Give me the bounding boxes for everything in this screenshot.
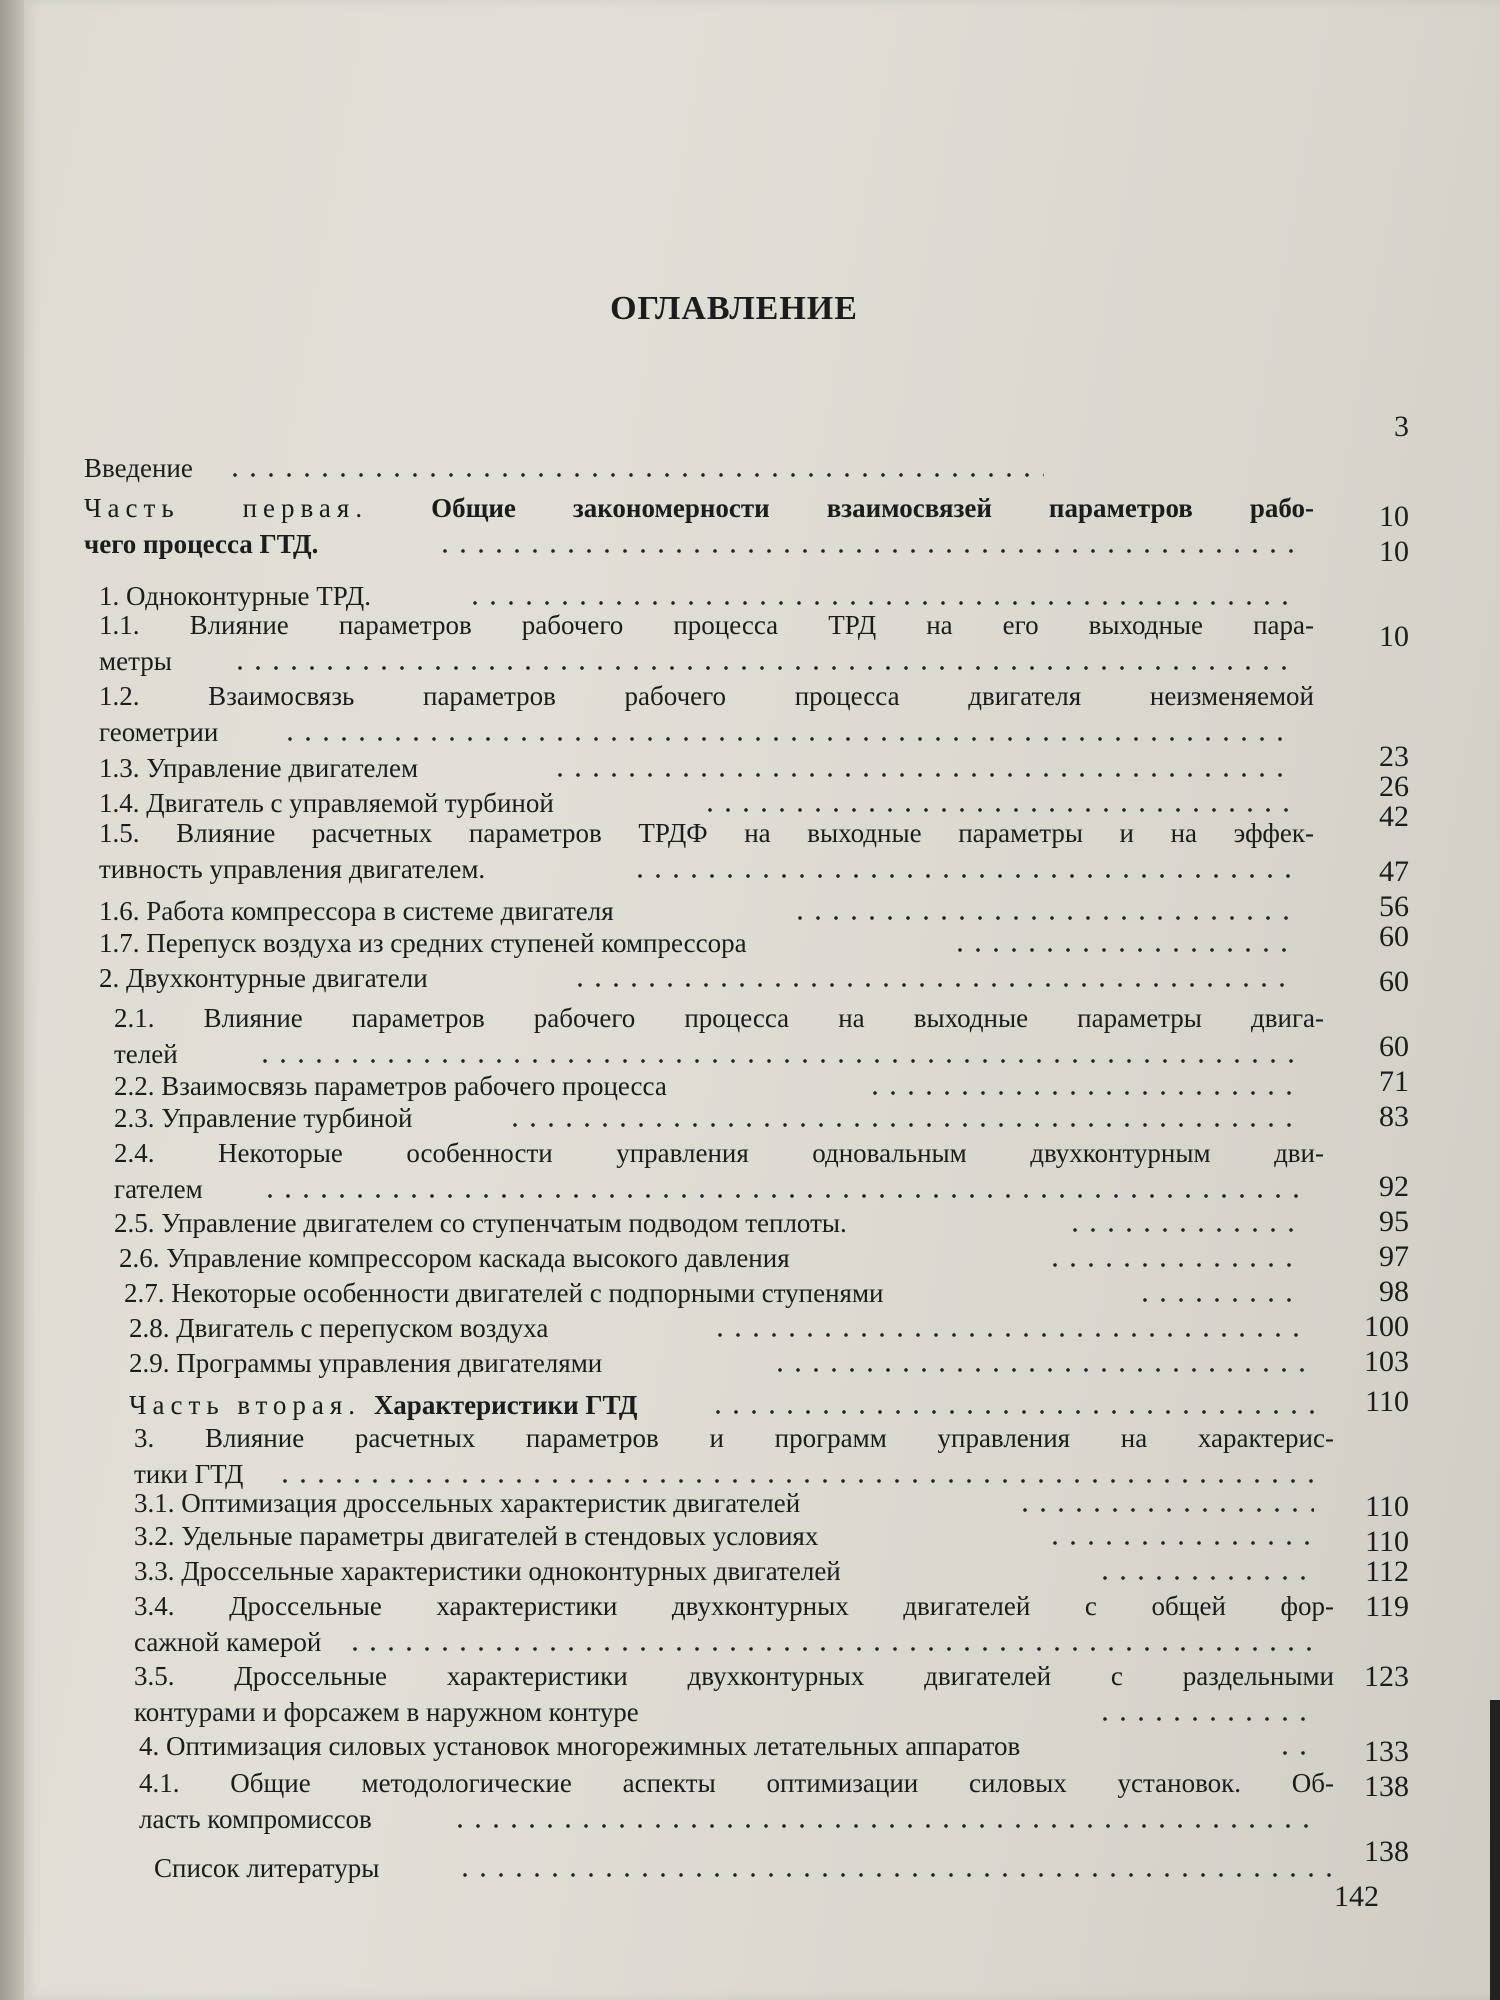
leader-dots (451, 1823, 1314, 1829)
toc-text: 1.1. Влияние параметров рабочего процесса ТРД на его выходные пара- (99, 610, 1314, 640)
leader-dots (1136, 1297, 1304, 1303)
toc-entry-c3_3 (134, 1553, 1334, 1589)
toc-entry-c3_2 (134, 1518, 1334, 1554)
leader-dots (1046, 1540, 1314, 1546)
page-number: 100 (1364, 1310, 1409, 1343)
toc-entry-c1_3 (99, 750, 1314, 786)
leader-dots (436, 548, 1294, 554)
leader-dots (261, 1193, 1304, 1199)
toc-text: 1.4. Двигатель с управляемой турбиной (99, 788, 554, 818)
toc-line (84, 450, 1064, 486)
leader-dots (466, 600, 1294, 606)
page-number: 23 (1379, 740, 1409, 773)
toc-line (139, 1765, 1334, 1801)
toc-entry-c4 (139, 1728, 1334, 1764)
toc-entry-c2_3 (114, 1100, 1324, 1136)
toc-text: 2.2. Взаимосвязь параметров рабочего процесса (114, 1071, 667, 1101)
leader-dots (1046, 1262, 1304, 1268)
toc-text: 4. Оптимизация силовых установок многорежимных летательных аппаратов (139, 1731, 1021, 1761)
toc-text: 4.1. Общие методологические аспекты оптимизации силовых установок. Об- (139, 1768, 1334, 1798)
toc-line (134, 1658, 1334, 1694)
page-number: 119 (1365, 1590, 1409, 1623)
toc-line (114, 1000, 1324, 1036)
leader-dots (1096, 1716, 1314, 1722)
toc-entry-c1_7 (99, 925, 1314, 961)
toc-text: 3.3. Дроссельные характеристики одноконтурных двигателей (134, 1556, 841, 1586)
toc-line (134, 1420, 1334, 1456)
toc-line (84, 490, 1314, 526)
toc-entry-c2_1 (114, 1000, 1324, 1072)
toc-text: 2.9. Программы управления двигателями (129, 1348, 603, 1378)
page-number: 95 (1379, 1205, 1409, 1238)
toc-line (99, 851, 1314, 887)
leader-dots (951, 947, 1294, 953)
toc-line (139, 1801, 1334, 1837)
leader-dots (346, 1646, 1314, 1652)
toc-text: тивность управления двигателем. (99, 854, 486, 884)
leader-dots (1096, 1575, 1314, 1581)
toc-text: телей (114, 1039, 178, 1069)
leader-dots (866, 1090, 1304, 1096)
toc-line (129, 1345, 1324, 1381)
toc-line (114, 1036, 1324, 1072)
toc-text: сажной камерой (134, 1627, 322, 1657)
page-edge-shadow (1490, 1700, 1500, 2000)
page-title: ОГЛАВЛЕНИЕ (610, 290, 858, 327)
toc-line (134, 1588, 1334, 1624)
toc-line (99, 960, 1314, 996)
toc-text: 2. Двухконтурные двигатели (99, 963, 428, 993)
page-number: 56 (1379, 890, 1409, 923)
toc-line (129, 1310, 1324, 1346)
page-number: 103 (1364, 1345, 1409, 1378)
toc-line (99, 607, 1314, 643)
toc-text: 1.6. Работа компрессора в системе двигателя (99, 896, 614, 926)
toc-text: геометрии (99, 717, 219, 747)
page-number: 60 (1379, 1030, 1409, 1063)
page-number: 98 (1379, 1275, 1409, 1308)
toc-line (129, 1387, 1334, 1423)
toc-entry-part2 (129, 1387, 1334, 1423)
page-number: 10 (1379, 535, 1409, 568)
toc-line (119, 1240, 1324, 1276)
toc-line (99, 643, 1314, 679)
page-number: 138 (1364, 1835, 1409, 1868)
toc-line (99, 893, 1314, 929)
toc-entry-c3_4 (134, 1588, 1334, 1660)
toc-line (84, 526, 1314, 562)
toc-line (139, 1728, 1334, 1764)
page-number: 142 (1334, 1880, 1379, 1913)
toc-line (99, 714, 1314, 750)
leader-dots (771, 1367, 1304, 1373)
toc-line (134, 1553, 1334, 1589)
toc-entry-c4_1 (139, 1765, 1334, 1837)
page-number: 10 (1379, 620, 1409, 653)
part-title: Общие закономерности взаимосвязей параметров рабо- (431, 493, 1314, 523)
toc-text: контурами и форсажем в наружном контуре (134, 1697, 639, 1727)
toc-text: 2.6. Управление компрессором каскада высокого давления (119, 1243, 790, 1273)
toc-entry-c2_7 (124, 1275, 1324, 1311)
toc-line (134, 1694, 1334, 1730)
toc-text: 2.8. Двигатель с перепуском воздуха (129, 1313, 549, 1343)
toc-entry-c3_1 (134, 1485, 1334, 1521)
toc-entry-c2 (99, 960, 1314, 996)
leader-dots (281, 736, 1294, 742)
toc-text: Введение (84, 453, 193, 483)
page-number: 26 (1379, 770, 1409, 803)
toc-text: 1.7. Перепуск воздуха из средних ступеней компрессора (99, 928, 747, 958)
toc-entry-c2_9 (129, 1345, 1324, 1381)
toc-text: ласть компромиссов (139, 1804, 372, 1834)
toc-line (99, 750, 1314, 786)
toc-line (134, 1624, 1334, 1660)
part-label: Часть первая. (84, 493, 432, 523)
page-number: 112 (1365, 1555, 1409, 1588)
toc-text: 3.2. Удельные параметры двигателей в стендовых условиях (134, 1521, 819, 1551)
leader-dots (631, 873, 1294, 879)
toc-text: гателем (114, 1174, 203, 1204)
toc-text: 1.3. Управление двигателем (99, 753, 419, 783)
page-number: 10 (1379, 500, 1409, 533)
toc-entry-c2_2 (114, 1068, 1324, 1104)
leader-dots (226, 472, 1044, 478)
toc-text: чего процесса ГТД. (84, 529, 319, 559)
leader-dots (791, 915, 1294, 921)
toc-text: 3.4. Дроссельные характеристики двухконтурных двигателей с общей фор- (134, 1591, 1334, 1621)
page-number: 83 (1379, 1100, 1409, 1133)
toc-line (114, 1135, 1324, 1171)
toc-entry-part1 (84, 490, 1314, 562)
toc-entry-c1_6 (99, 893, 1314, 929)
toc-entry-c1_1 (99, 607, 1314, 679)
toc-entry-c3_5 (134, 1658, 1334, 1730)
part-title: Характеристики ГТД (373, 1390, 638, 1420)
page-number: 92 (1379, 1170, 1409, 1203)
toc-line (114, 1205, 1324, 1241)
toc-line (99, 925, 1314, 961)
toc-text: 1.5. Влияние расчетных параметров ТРДФ на выходные параметры и на эффек- (99, 818, 1314, 848)
page-number: 60 (1379, 965, 1409, 998)
page-number: 47 (1379, 855, 1409, 888)
toc-line (114, 1100, 1324, 1136)
leader-dots (276, 1478, 1314, 1484)
toc-entry-c2_5 (114, 1205, 1324, 1241)
toc-text: 2.3. Управление турбиной (114, 1103, 413, 1133)
page-number: 110 (1365, 1525, 1409, 1558)
leader-dots (701, 807, 1294, 813)
toc-text: 1.2. Взаимосвязь параметров рабочего процесса двигателя неизменяемой (99, 681, 1314, 711)
page-number: 123 (1364, 1660, 1409, 1693)
toc-text: метры (99, 646, 172, 676)
toc-entry-c1_5 (99, 815, 1314, 887)
leader-dots (1066, 1227, 1304, 1233)
page-number: 71 (1379, 1065, 1409, 1098)
toc-text: 3. Влияние расчетных параметров и программ управления на характерис- (134, 1423, 1334, 1453)
page-number: 138 (1364, 1770, 1409, 1803)
leader-dots (709, 1409, 1314, 1415)
toc-text: 2.7. Некоторые особенности двигателей с подпорными ступенями (124, 1278, 884, 1308)
page-gutter (0, 0, 24, 2000)
toc-line (114, 1068, 1324, 1104)
part-label: Часть вторая. (129, 1390, 374, 1420)
toc-line (99, 815, 1314, 851)
page-number: 110 (1365, 1385, 1409, 1418)
page-number: 3 (1394, 410, 1409, 443)
toc-line (134, 1518, 1334, 1554)
toc-entry-c2_8 (129, 1310, 1324, 1346)
leader-dots (1016, 1507, 1314, 1513)
page-number: 60 (1379, 920, 1409, 953)
leader-dots (551, 772, 1294, 778)
toc-line (114, 1171, 1324, 1207)
toc-line (134, 1485, 1334, 1521)
toc-entry-refs (154, 1850, 1354, 1886)
leader-dots (571, 982, 1294, 988)
toc-line (124, 1275, 1324, 1311)
page-number: 97 (1379, 1240, 1409, 1273)
toc-line (99, 678, 1314, 714)
toc-text: 1. Одноконтурные ТРД. (99, 581, 371, 611)
toc-text: Список литературы (154, 1853, 380, 1883)
toc-line (154, 1850, 1354, 1886)
page-number: 110 (1365, 1490, 1409, 1523)
leader-dots (506, 1122, 1304, 1128)
toc-entry-c2_4 (114, 1135, 1324, 1207)
leader-dots (231, 665, 1294, 671)
toc-entry-c2_6 (119, 1240, 1324, 1276)
page-number: 42 (1379, 800, 1409, 833)
leader-dots (456, 1872, 1334, 1878)
leader-dots (256, 1058, 1304, 1064)
toc-text: 2.1. Влияние параметров рабочего процесса на выходные параметры двига- (114, 1003, 1324, 1033)
toc-text: 2.4. Некоторые особенности управления одновальным двухконтурным дви- (114, 1138, 1324, 1168)
toc-text: 3.1. Оптимизация дроссельных характеристик двигателей (134, 1488, 801, 1518)
toc-text: тики ГТД (134, 1459, 244, 1489)
toc-text: 3.5. Дроссельные характеристики двухконтурных двигателей с раздельными (134, 1661, 1334, 1691)
toc-entry-c3 (134, 1420, 1334, 1492)
toc-text: 2.5. Управление двигателем со ступенчатым подводом теплоты. (114, 1208, 847, 1238)
toc-entry-c1_2 (99, 678, 1314, 750)
toc-entry-intro (84, 450, 1064, 486)
leader-dots (1276, 1750, 1314, 1756)
page-number: 133 (1364, 1735, 1409, 1768)
leader-dots (711, 1332, 1304, 1338)
book-page (24, 0, 1500, 2000)
